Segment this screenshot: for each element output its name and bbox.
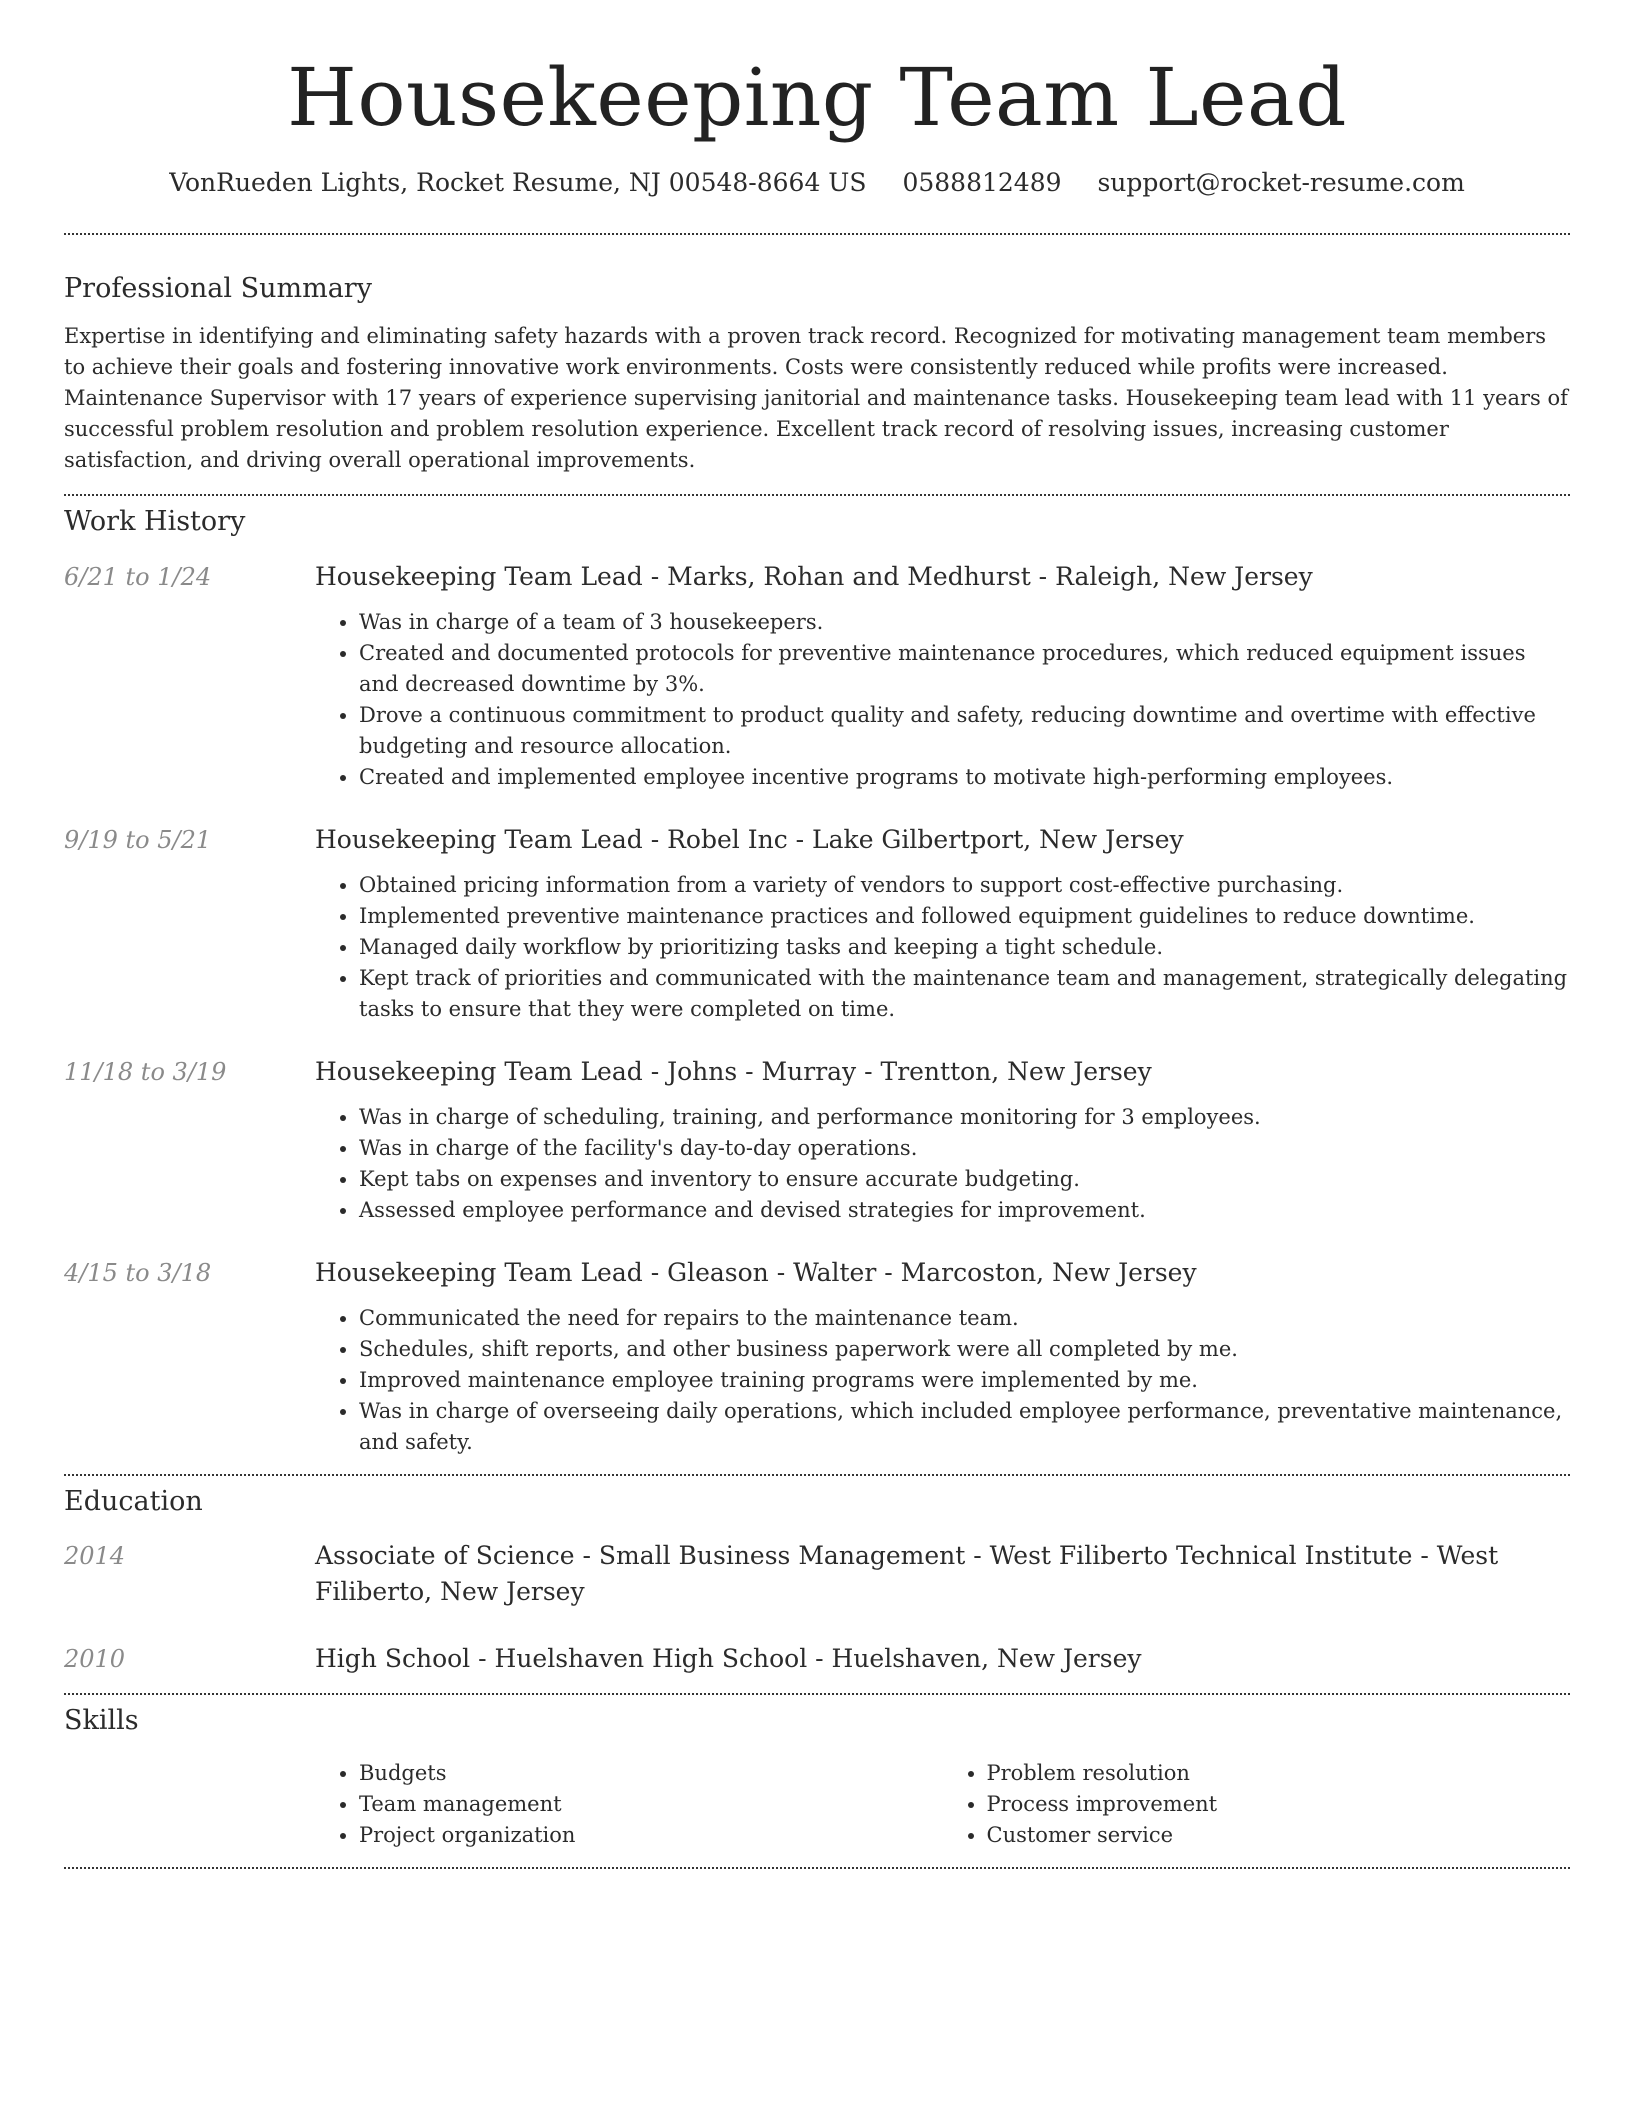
education-body xyxy=(315,1538,1570,1610)
contact-phone: 0588812489 xyxy=(902,168,1062,197)
divider xyxy=(64,494,1570,496)
job-heading: Housekeeping Team Lead - Johns - Murray - Trentton, New Jersey xyxy=(315,1057,1152,1086)
job-dates: 9/19 to 5/21 xyxy=(64,826,212,854)
education-heading: Associate of Science - Small Business Management - West Filiberto Technical Institute - West Filiberto, New Jersey xyxy=(315,1541,1499,1606)
bullet-item: • Was in charge of scheduling, training, and performance monitoring for 3 employees. xyxy=(359,1102,1570,1133)
section-title-skills: Skills xyxy=(64,1705,139,1736)
job-heading: Housekeeping Team Lead - Robel Inc - Lake Gilbertport, New Jersey xyxy=(315,825,1184,854)
education-entry xyxy=(64,1641,1570,1677)
divider xyxy=(64,1867,1570,1869)
candidate-name: Housekeeping Team Lead xyxy=(287,51,1347,144)
bullet-item: • Managed daily workflow by prioritizing tasks and keeping a tight schedule. xyxy=(359,932,1570,963)
job-bullets xyxy=(315,870,1570,1025)
bullet-item: • Communicated the need for repairs to the maintenance team. xyxy=(359,1303,1570,1334)
bullet-item: • Kept tabs on expenses and inventory to ensure accurate budgeting. xyxy=(359,1164,1570,1195)
job-dates: 6/21 to 1/24 xyxy=(64,563,212,591)
job-bullets xyxy=(315,1102,1570,1226)
job-body xyxy=(315,822,1570,1025)
bullet-item: • Kept track of priorities and communicated with the maintenance team and management, strategically delegating tasks to ensure that they were completed on time. xyxy=(359,963,1570,1025)
skills-list xyxy=(315,1758,1570,1851)
skill-item: • Budgets xyxy=(359,1758,943,1789)
bullet-item: • Drove a continuous commitment to product quality and safety, reducing downtime and overtime with effective budgeting and resource allocation. xyxy=(359,700,1570,762)
bullet-item: • Was in charge of a team of 3 housekeepers. xyxy=(359,607,1570,638)
contact-email: support@rocket-resume.com xyxy=(1097,168,1465,197)
bullet-item: • Schedules, shift reports, and other business paperwork were all completed by me. xyxy=(359,1334,1570,1365)
job-body xyxy=(315,1255,1570,1458)
summary-text: Expertise in identifying and eliminating safety hazards with a proven track record. Recognized for motivating management team members to achieve their goals and fostering innovative work environments. Costs were consistently reduced while profits were increased. Maintenance Supervisor with 17 years of experience supervising janitorial and maintenance tasks. Housekeeping team lead with 11 years of successful problem resolution and problem resolution experience. Excellent track record of resolving issues, increasing customer satisfaction, and driving overall operational improvements. xyxy=(64,324,1568,472)
education-year: 2010 xyxy=(64,1645,126,1673)
bullet-item: • Assessed employee performance and devised strategies for improvement. xyxy=(359,1195,1570,1226)
section-title-education: Education xyxy=(64,1486,203,1517)
job-entry xyxy=(64,1255,1570,1458)
contact-line xyxy=(64,168,1570,197)
skills-column-right xyxy=(943,1758,1571,1851)
job-entry xyxy=(64,822,1570,1025)
divider xyxy=(64,1693,1570,1695)
job-entry xyxy=(64,559,1570,793)
contact-address: VonRueden Lights, Rocket Resume, NJ 00548-8664 US xyxy=(169,168,867,197)
job-dates: 11/18 to 3/19 xyxy=(64,1058,227,1086)
divider xyxy=(64,1474,1570,1476)
section-title-work: Work History xyxy=(64,506,246,537)
education-entry xyxy=(64,1538,1570,1610)
education-heading: High School - Huelshaven High School - Huelshaven, New Jersey xyxy=(315,1644,1142,1673)
bullet-item: • Obtained pricing information from a variety of vendors to support cost-effective purchasing. xyxy=(359,870,1570,901)
bullet-item: • Improved maintenance employee training programs were implemented by me. xyxy=(359,1365,1570,1396)
job-bullets xyxy=(315,1303,1570,1458)
bullet-item: • Created and documented protocols for preventive maintenance procedures, which reduced equipment issues and decreased downtime by 3%. xyxy=(359,638,1570,700)
job-heading: Housekeeping Team Lead - Marks, Rohan and Medhurst - Raleigh, New Jersey xyxy=(315,562,1313,591)
resume-page xyxy=(64,0,1570,1869)
job-body xyxy=(315,1054,1570,1226)
job-heading: Housekeeping Team Lead - Gleason - Walter - Marcoston, New Jersey xyxy=(315,1258,1197,1287)
job-entry xyxy=(64,1054,1570,1226)
divider xyxy=(64,233,1570,235)
job-body xyxy=(315,559,1570,793)
section-title-summary: Professional Summary xyxy=(64,273,372,304)
bullet-item: • Implemented preventive maintenance practices and followed equipment guidelines to reduce downtime. xyxy=(359,901,1570,932)
skills-column-left xyxy=(315,1758,943,1851)
education-year: 2014 xyxy=(64,1542,126,1570)
skill-item: • Project organization xyxy=(359,1820,943,1851)
bullet-item: • Was in charge of the facility's day-to-day operations. xyxy=(359,1133,1570,1164)
job-dates: 4/15 to 3/18 xyxy=(64,1259,212,1287)
education-body xyxy=(315,1641,1570,1677)
job-bullets xyxy=(315,607,1570,793)
skill-item: • Problem resolution xyxy=(987,1758,1571,1789)
skill-item: • Customer service xyxy=(987,1820,1571,1851)
skill-item: • Process improvement xyxy=(987,1789,1571,1820)
skill-item: • Team management xyxy=(359,1789,943,1820)
bullet-item: • Was in charge of overseeing daily operations, which included employee performance, preventative maintenance, and safety. xyxy=(359,1396,1570,1458)
bullet-item: • Created and implemented employee incentive programs to motivate high-performing employees. xyxy=(359,762,1570,793)
